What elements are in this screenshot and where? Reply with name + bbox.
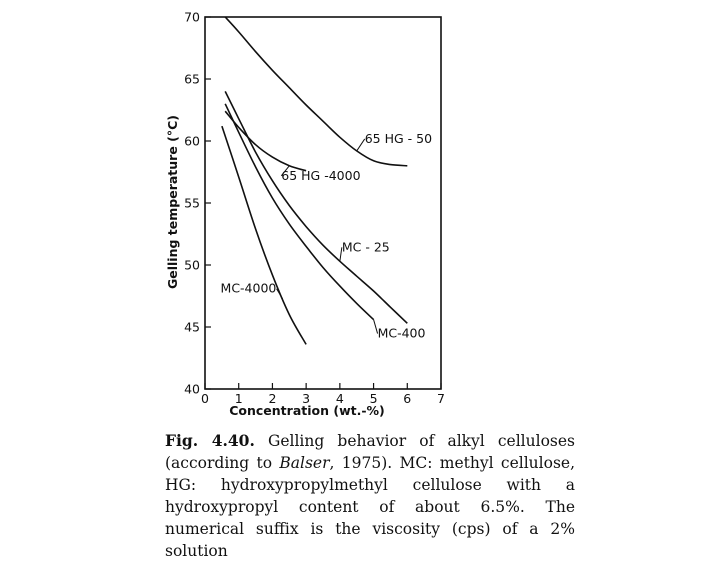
series-line bbox=[222, 126, 306, 344]
caption-text-1: Gelling behavior of alkyl celluloses (according to bbox=[165, 432, 575, 472]
y-tick-label: 70 bbox=[184, 9, 200, 25]
x-tick-label: 0 bbox=[201, 391, 209, 406]
caption-author: Balser bbox=[279, 454, 330, 472]
series-label: 65 HG - 50 bbox=[364, 130, 433, 146]
y-tick-label: 55 bbox=[184, 195, 200, 211]
x-tick-label: 4 bbox=[335, 391, 344, 406]
series-label: 65 HG -4000 bbox=[281, 167, 361, 183]
y-tick-label: 50 bbox=[184, 257, 200, 273]
figure-caption bbox=[165, 430, 575, 562]
y-tick-label: 65 bbox=[184, 71, 200, 87]
x-axis-label: Concentration (wt.-%) bbox=[229, 403, 385, 418]
y-tick-label: 40 bbox=[184, 381, 200, 397]
x-tick-label: 1 bbox=[234, 391, 243, 406]
y-axis-label: Gelling temperature (°C) bbox=[165, 114, 180, 290]
y-tick-label: 60 bbox=[184, 133, 200, 149]
chart-series-labels bbox=[221, 131, 433, 341]
series-label: MC-400 bbox=[377, 325, 426, 341]
caption-label: Fig. 4.40. bbox=[165, 431, 255, 450]
x-tick-label: 5 bbox=[369, 391, 378, 406]
x-tick-label: 3 bbox=[302, 391, 311, 406]
x-tick-label: 2 bbox=[268, 391, 277, 406]
series-label: MC - 25 bbox=[341, 239, 390, 255]
chart-ticks bbox=[184, 10, 445, 407]
y-tick-label: 45 bbox=[184, 319, 200, 335]
series-label-leader bbox=[277, 289, 283, 299]
series-label: MC-4000 bbox=[220, 280, 277, 296]
x-tick-label: 6 bbox=[403, 391, 412, 406]
series-line bbox=[225, 111, 306, 171]
x-tick-label: 7 bbox=[437, 391, 445, 406]
series-label-leader bbox=[357, 139, 365, 151]
caption-text-2: , 1975). MC: methyl cellulose, HG: hydroxypropylmethyl cellulose with a hydroxypropyl content of about 6.5%. The numerical suffix is the viscosity (cps) of a 2% solution bbox=[165, 454, 576, 560]
